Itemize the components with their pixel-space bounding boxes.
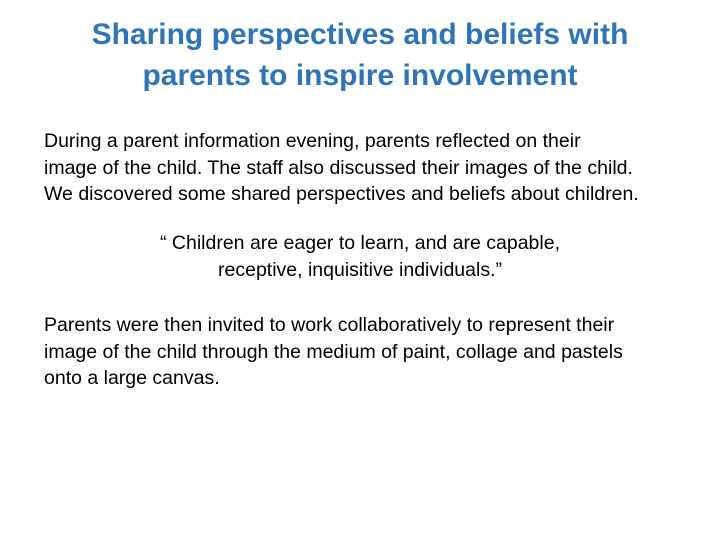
title-line: Sharing perspectives and beliefs with (91, 18, 629, 51)
paragraph-line: During a parent information evening, parents reflected on their (44, 130, 581, 152)
title-line: parents to inspire involvement (142, 59, 578, 92)
closing-paragraph (44, 312, 680, 392)
quote-block (0, 230, 720, 283)
quote-line: receptive, inquisitive individuals.” (218, 258, 502, 281)
paragraph-line: image of the child through the medium of paint, collage and pastels (44, 340, 623, 363)
intro-paragraph (44, 128, 680, 208)
paragraph-line: onto a large canvas. (44, 367, 220, 389)
slide-title (40, 14, 680, 96)
paragraph-line: We discovered some shared perspectives and beliefs about children. (44, 183, 639, 205)
quote-line: “ Children are eager to learn, and are capable, (160, 232, 560, 254)
paragraph-line: Parents were then invited to work collaboratively to represent their (44, 314, 615, 336)
paragraph-line: image of the child. The staff also discussed their images of the child. (44, 156, 633, 179)
